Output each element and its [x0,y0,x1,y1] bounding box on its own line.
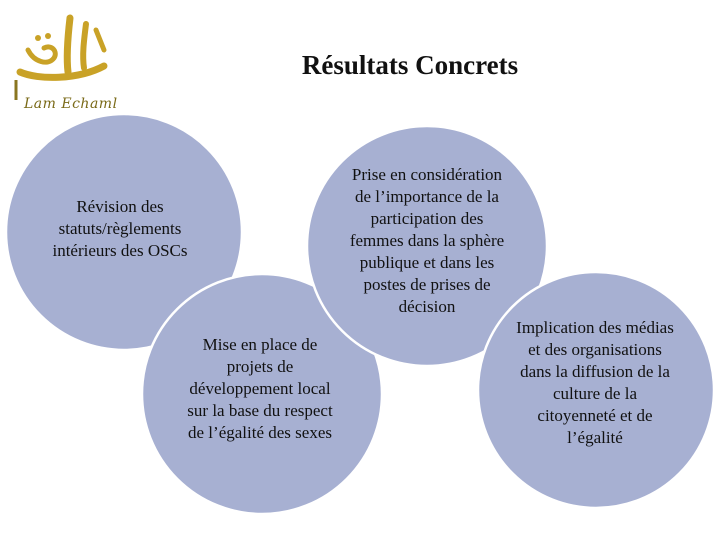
circle-label-revision: Révision des statuts/règlements intérieurs des OSCs [52,197,188,260]
circle-label-implication: Implication des médias et des organisations dans la diffusion de la culture de la citoyenneté et de l’égalité [516,318,674,447]
circle-label-projets: Mise en place de projets de développement local sur la base du respect de l’égalité des sexes [187,335,333,442]
logo-brand-text: Lam Echaml [24,96,118,112]
page-title: Résultats Concrets [301,50,519,80]
circle-label-participation: Prise en considération de l’importance de la participation des femmes dans la sphère publique et dans les postes de prises de décision [349,165,505,316]
